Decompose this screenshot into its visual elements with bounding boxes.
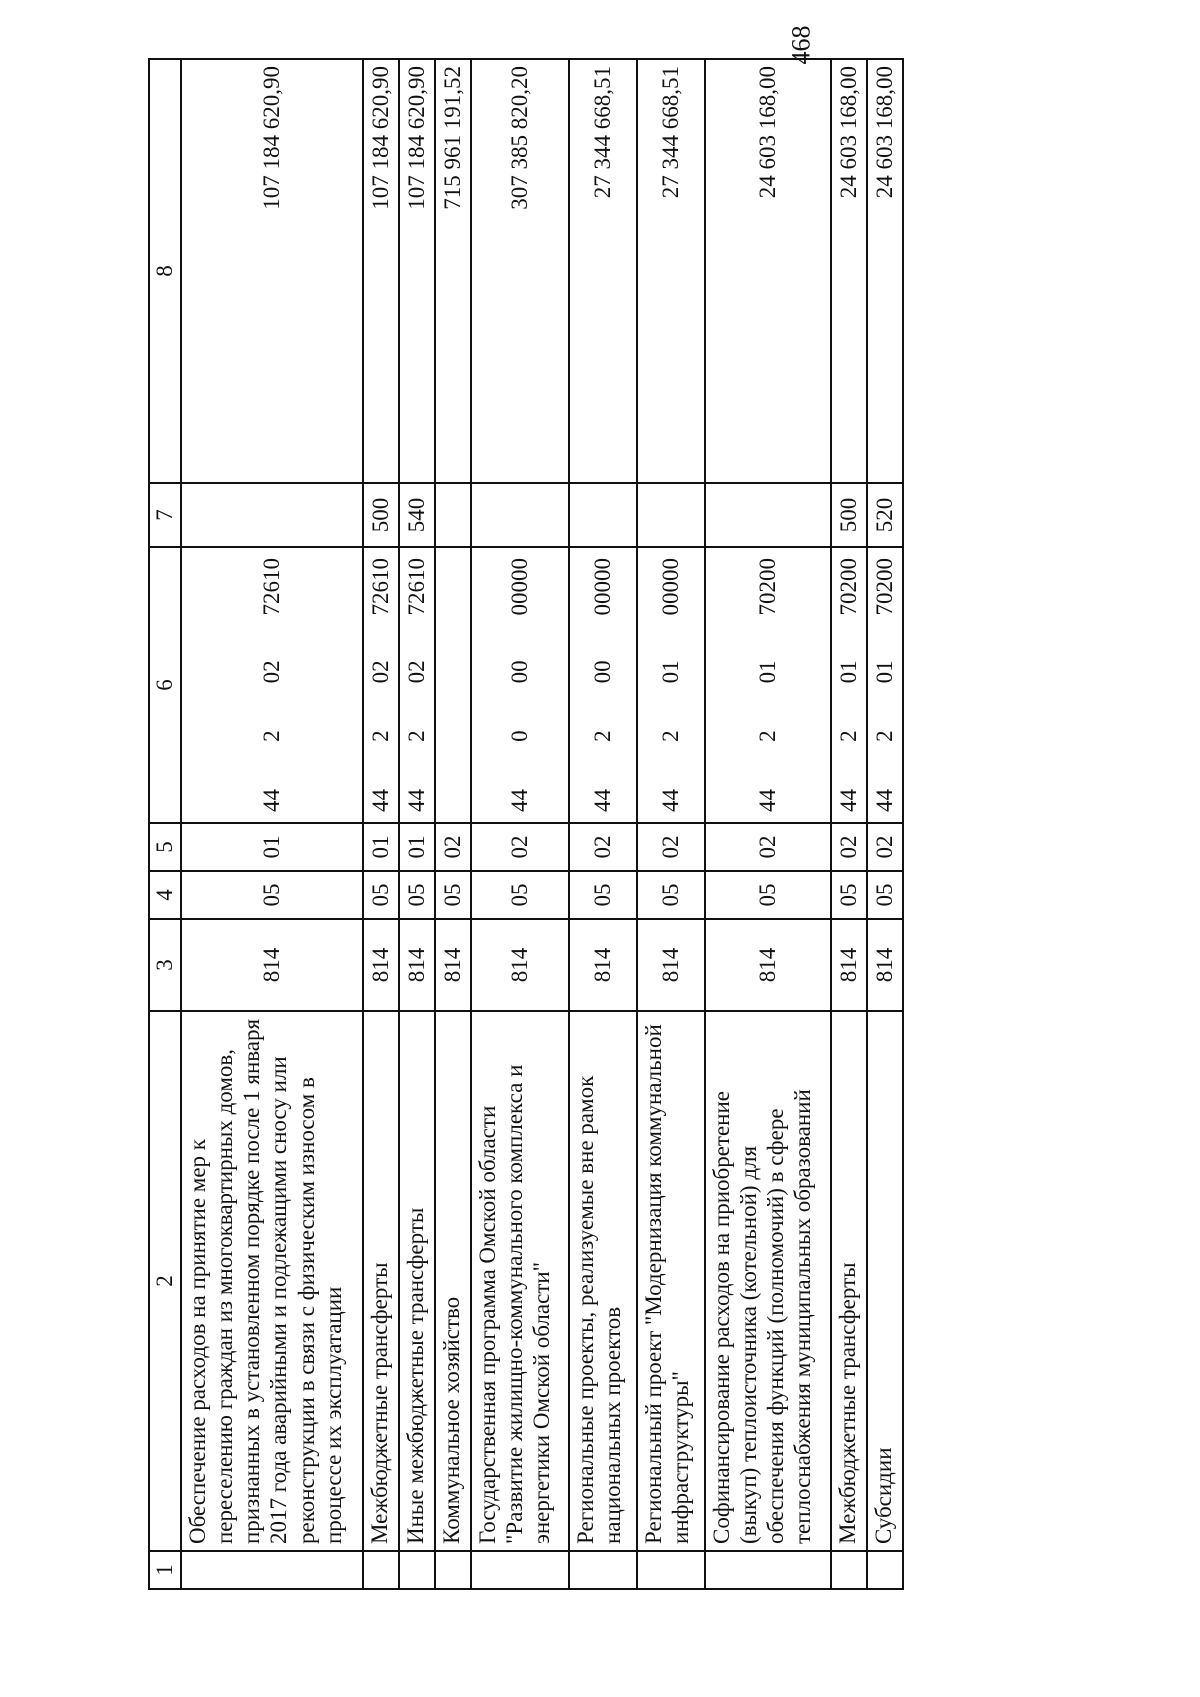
row-expense-type xyxy=(471,483,569,547)
row-subsection-code: 02 xyxy=(435,823,471,871)
row-name: Обеспечение расходов на принятие мер к переселению граждан из многоквартирных домов, признанных в установленном порядке после 1 января 2017 года аварийными и подлежащими сносу или реконструкции в связи с физическим износом в процессе их эксплуатации xyxy=(181,1011,363,1551)
col-header-2: 2 xyxy=(149,1011,181,1551)
row-section-code: 05 xyxy=(471,871,569,919)
row-subsection-code: 02 xyxy=(705,823,831,871)
row-name: Государственная программа Омской области "Развитие жилищно-коммунального комплекса и энергетики Омской области" xyxy=(471,1011,569,1551)
row-expense-type xyxy=(181,483,363,547)
row-expense-type: 520 xyxy=(867,483,903,547)
row-index-cell xyxy=(637,1551,705,1589)
row-index-cell xyxy=(705,1551,831,1589)
row-target-code: 44 2 01 00000 xyxy=(637,547,705,823)
row-expense-type xyxy=(705,483,831,547)
row-sum: 27 344 668,51 xyxy=(569,59,637,483)
row-name: Коммунальное хозяйство xyxy=(435,1011,471,1551)
row-sum: 24 603 168,00 xyxy=(831,59,867,483)
table-row xyxy=(363,59,399,1589)
row-expense-type xyxy=(637,483,705,547)
row-subsection-code: 01 xyxy=(363,823,399,871)
row-target-code: 44 2 02 72610 xyxy=(181,547,363,823)
row-ministry-code: 814 xyxy=(705,919,831,1011)
row-ministry-code: 814 xyxy=(363,919,399,1011)
row-index-cell xyxy=(399,1551,435,1589)
row-sum: 24 603 168,00 xyxy=(867,59,903,483)
row-name: Иные межбюджетные трансферты xyxy=(399,1011,435,1551)
row-target-code: 44 2 02 72610 xyxy=(363,547,399,823)
row-expense-type: 500 xyxy=(363,483,399,547)
row-target-code: 44 2 00 00000 xyxy=(569,547,637,823)
row-expense-type: 540 xyxy=(399,483,435,547)
row-section-code: 05 xyxy=(399,871,435,919)
col-header-8: 8 xyxy=(149,59,181,483)
row-target-code: 44 2 02 72610 xyxy=(399,547,435,823)
row-sum: 107 184 620,90 xyxy=(399,59,435,483)
row-index-cell xyxy=(831,1551,867,1589)
row-index-cell xyxy=(471,1551,569,1589)
row-target-code xyxy=(435,547,471,823)
table-row xyxy=(569,59,637,1589)
row-target-code: 44 2 01 70200 xyxy=(705,547,831,823)
table-row xyxy=(831,59,867,1589)
row-name: Региональные проекты, реализуемые вне рамок национальных проектов xyxy=(569,1011,637,1551)
row-sum: 107 184 620,90 xyxy=(181,59,363,483)
row-section-code: 05 xyxy=(705,871,831,919)
row-target-code: 44 2 01 70200 xyxy=(867,547,903,823)
table-row xyxy=(471,59,569,1589)
row-subsection-code: 01 xyxy=(399,823,435,871)
row-name: Межбюджетные трансферты xyxy=(831,1011,867,1551)
row-section-code: 05 xyxy=(569,871,637,919)
row-index-cell xyxy=(363,1551,399,1589)
row-target-code: 44 0 00 00000 xyxy=(471,547,569,823)
row-subsection-code: 02 xyxy=(569,823,637,871)
row-ministry-code: 814 xyxy=(435,919,471,1011)
table-row xyxy=(181,59,363,1589)
row-sum: 107 184 620,90 xyxy=(363,59,399,483)
row-sum: 27 344 668,51 xyxy=(637,59,705,483)
col-header-7: 7 xyxy=(149,483,181,547)
row-name: Софинансирование расходов на приобретение (выкуп) теплоисточника (котельной) для обеспечения функций (полномочий) в сфере теплоснабжения муниципальных образований xyxy=(705,1011,831,1551)
table-row xyxy=(867,59,903,1589)
row-index-cell xyxy=(181,1551,363,1589)
row-ministry-code: 814 xyxy=(569,919,637,1011)
row-section-code: 05 xyxy=(181,871,363,919)
row-target-code: 44 2 01 70200 xyxy=(831,547,867,823)
row-subsection-code: 01 xyxy=(181,823,363,871)
table-row xyxy=(705,59,831,1589)
row-expense-type xyxy=(435,483,471,547)
row-section-code: 05 xyxy=(831,871,867,919)
row-expense-type xyxy=(569,483,637,547)
col-header-4: 4 xyxy=(149,871,181,919)
row-ministry-code: 814 xyxy=(637,919,705,1011)
row-section-code: 05 xyxy=(867,871,903,919)
table-row xyxy=(399,59,435,1589)
page-number: 468 xyxy=(786,25,816,65)
rotated-page xyxy=(148,60,1008,1590)
row-index-cell xyxy=(867,1551,903,1589)
row-name: Региональный проект "Модернизация коммунальной инфраструктуры" xyxy=(637,1011,705,1551)
row-section-code: 05 xyxy=(637,871,705,919)
col-header-3: 3 xyxy=(149,919,181,1011)
row-name: Межбюджетные трансферты xyxy=(363,1011,399,1551)
row-section-code: 05 xyxy=(435,871,471,919)
table-row xyxy=(435,59,471,1589)
row-ministry-code: 814 xyxy=(399,919,435,1011)
row-ministry-code: 814 xyxy=(471,919,569,1011)
row-ministry-code: 814 xyxy=(831,919,867,1011)
row-subsection-code: 02 xyxy=(831,823,867,871)
row-subsection-code: 02 xyxy=(471,823,569,871)
row-subsection-code: 02 xyxy=(637,823,705,871)
col-header-5: 5 xyxy=(149,823,181,871)
row-sum: 24 603 168,00 xyxy=(705,59,831,483)
budget-table xyxy=(148,58,904,1590)
header-row xyxy=(149,59,181,1589)
table-row xyxy=(637,59,705,1589)
row-subsection-code: 02 xyxy=(867,823,903,871)
row-sum: 715 961 191,52 xyxy=(435,59,471,483)
row-sum: 307 385 820,20 xyxy=(471,59,569,483)
col-header-6: 6 xyxy=(149,547,181,823)
row-ministry-code: 814 xyxy=(181,919,363,1011)
row-ministry-code: 814 xyxy=(867,919,903,1011)
row-expense-type: 500 xyxy=(831,483,867,547)
row-name: Субсидии xyxy=(867,1011,903,1551)
row-index-cell xyxy=(569,1551,637,1589)
row-index-cell xyxy=(435,1551,471,1589)
row-section-code: 05 xyxy=(363,871,399,919)
col-header-1: 1 xyxy=(149,1551,181,1589)
